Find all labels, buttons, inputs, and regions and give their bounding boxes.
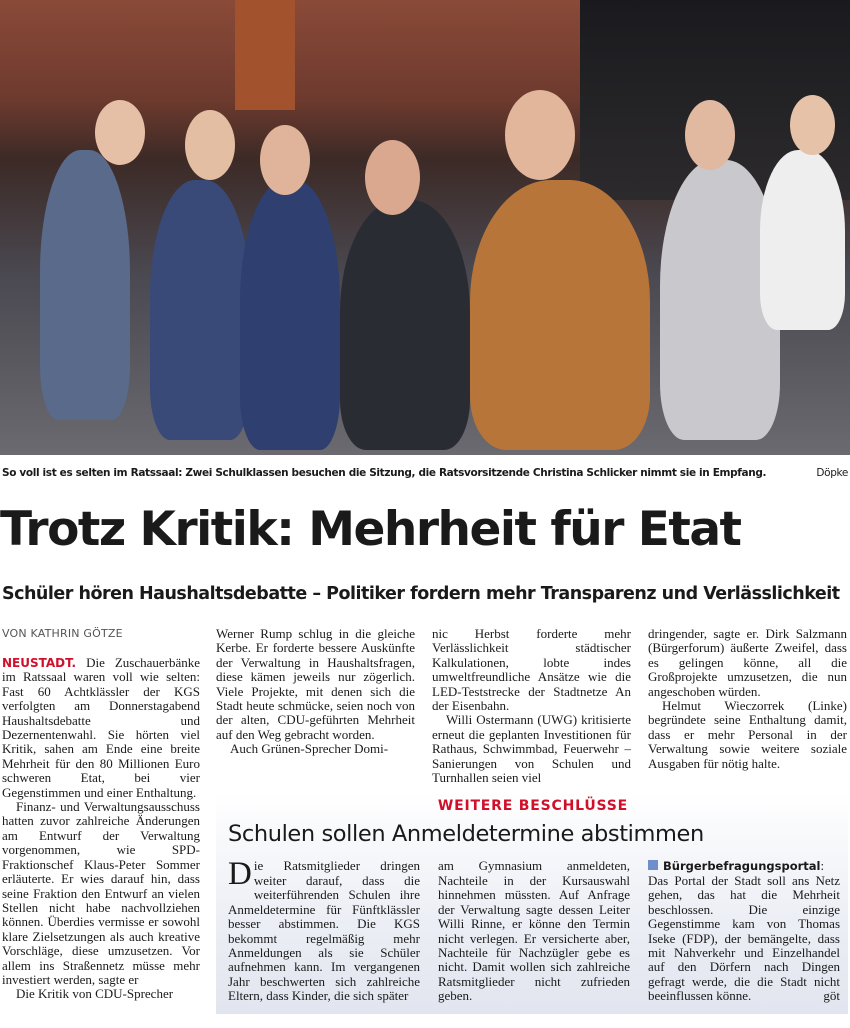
sidebar-columns (228, 856, 840, 1004)
paragraph: dringender, sagte er. Dirk Salzmann (Bürgerforum) äußerte Zweifel, dass es gelingen könne, all die Großprojekte umzusetzen, die nun angeschoben würden. (648, 626, 847, 699)
photo-credit: Döpke (816, 467, 848, 479)
article-left-column (2, 627, 200, 1002)
drop-cap: D (228, 856, 252, 893)
paragraph: Helmut Wieczorrek (Linke) begründete seine Enthaltung damit, dass er mehr Personal in der Verwaltung sowie weitere soziale Ausgaben für nötig halte. (648, 698, 847, 771)
photo-face (95, 100, 145, 165)
photo-face (685, 100, 735, 170)
photo-person (240, 180, 340, 450)
photo-face (505, 90, 575, 180)
photo-person (470, 180, 650, 450)
paragraph (2, 656, 200, 800)
photo-pillar (235, 0, 295, 110)
author-signature: göt (823, 988, 840, 1004)
article-column-1 (2, 656, 200, 1002)
paragraph: Werner Rump schlug in die gleiche Kerbe. Er forderte bessere Auskünfte der Verwaltung in Haushaltsfragen, diese kämen jeweils nur zögerlich. Viele Projekte, mit denen sich die Stadt heute schmücke, seien noch von der alten, CDU-geführten Mehrheit auf den Weg gebracht worden. (216, 626, 415, 742)
paragraph: Finanz- und Verwaltungsausschuss hatten zuvor zahlreiche Änderungen am Entwurf der Verwaltung vorgenommen, wie SPD-Fraktionschef Klaus-Peter Sommer erläuterte. Er wies darauf hin, dass seine Fraktion den Entwurf an vielen Stellen nicht habe nachvollziehen können. Überdies vermisse er sowohl klare Zielsetzungen als auch kreative Vorschläge, diese umzusetzen. Vor allem ins Straßennetz müsse mehr investiert werden, sagte er (2, 799, 200, 987)
sidebar-column-3 (648, 859, 840, 1003)
paragraph: nic Herbst forderte mehr Verlässlichkeit städtischer Kalkulationen, lobte indes umweltfreundliche Ansätze wie die LED-Teststrecke der Stadtnetze An der Eisenbahn. (432, 626, 631, 714)
item-text: : Das Portal der Stadt soll ans Netz gehen, das hat die Mehrheit beschlossen. Die einzige Gegenstimme kam von Thomas Iseke (FDP), der bemängelte, dass mit Nahverkehr und Einzelhandel auf den Dörfern nach Dingen gefragt werde, die die Stadt nicht beeinflussen könne. (648, 858, 840, 1004)
photo-caption (2, 467, 848, 479)
article-columns-row (216, 627, 848, 785)
caption-text: So voll ist es selten im Ratssaal: Zwei Schulklassen besuchen die Sitzung, die Ratsvorsitzende Christina Schlicker nimmt sie in Empfang. (2, 467, 767, 479)
photo-face (260, 125, 310, 195)
article-column-3 (432, 627, 631, 785)
photo-person (40, 150, 130, 420)
photo-face (790, 95, 835, 155)
article-body (2, 627, 848, 1014)
paragraph: Willi Ostermann (UWG) kritisierte erneut die geplanten Investitionen für Rathaus, Schwimmbad, Feuerwehr – Sanierungen von Schulen und Turnhallen seien viel (432, 712, 631, 786)
sidebar-column-2 (438, 859, 630, 1003)
subheadline: Schüler hören Haushaltsdebatte – Politiker fordern mehr Transparenz und Verlässlichkeit (2, 584, 840, 604)
paragraph-text: ie Ratsmitglieder dringen weiter darauf, dass die weiterführenden Schulen ihre Anmeldetermine für Fünftklässler besser abstimmen. Die KGS bekommt regelmäßig mehr Anmeldungen als sie Schüler aufnehmen kann. Im vergangenen Jahr beschwerten sich zahlreiche Eltern, dass Kinder, die sich später (228, 858, 420, 1004)
sidebar-box (216, 791, 848, 1013)
paragraph: Auch Grünen-Sprecher Domi- (230, 741, 389, 757)
dateline: NEUSTADT. (2, 656, 77, 670)
article-right-area (216, 627, 848, 1014)
author-byline: VON KATHRIN GÖTZE (2, 627, 123, 640)
headline: Trotz Kritik: Mehrheit für Etat (0, 502, 741, 557)
item-label: Bürgerbefragungsportal (663, 859, 821, 874)
photo-person (760, 150, 845, 330)
sidebar-column-1 (228, 856, 420, 1004)
paragraph-text: Die Zuschauerbänke im Ratssaal waren voll wie selten: Fast 60 Achtklässler der KGS verfolgten am Donnerstagabend Haushaltsdebatte und Dezernentenwahl. Sie hörten viel Kritik, sahen am Ende eine breite Mehrheit für den 80 Millionen Euro schweren Etat, bei vier Gegenstimmen und einer Enthaltung. (2, 655, 201, 800)
paragraph: Die Kritik von CDU-Sprecher (16, 986, 174, 1002)
article-column-4 (648, 627, 847, 785)
paragraph (648, 859, 840, 1003)
photo-face (185, 110, 235, 180)
paragraph (228, 856, 420, 1004)
sidebar-headline: Schulen sollen Anmeldetermine abstimmen (228, 821, 704, 848)
photo-person (150, 180, 250, 440)
bullet-square-icon (648, 860, 658, 870)
photo-person (340, 200, 470, 450)
paragraph: am Gymnasium anmeldeten, Nachteile in der Kursauswahl hinnehmen müssten. Auf Anfrage der Verwaltung sagte dessen Leiter Willi Rinne, er könne den Termin nicht verlegen. Er versicherte aber, Nachteile für Nachzügler gebe es nicht. Damit wollen sich zahlreiche Ratsmitglieder nicht zufrieden geben. (438, 858, 630, 1004)
sidebar-kicker: WEITERE BESCHLÜSSE (437, 798, 628, 815)
article-column-2 (216, 627, 415, 785)
photo-face (365, 140, 420, 215)
article-photo (0, 0, 850, 455)
